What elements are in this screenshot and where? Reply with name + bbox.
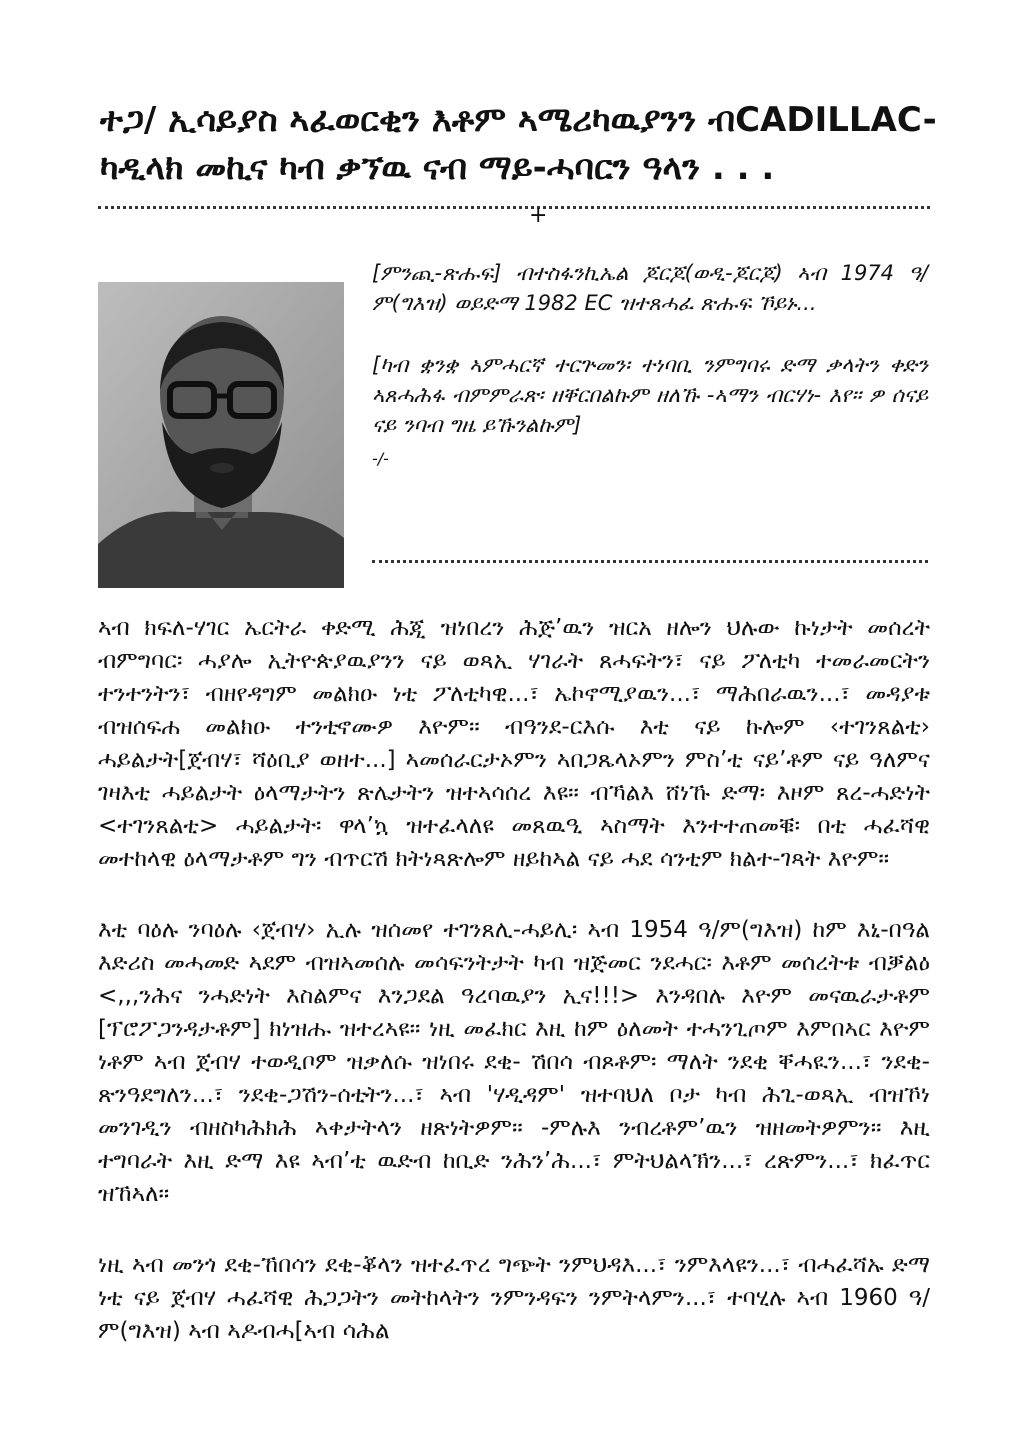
intro-sign: -/- xyxy=(372,449,389,468)
title-separator xyxy=(98,206,930,209)
article-title xyxy=(100,96,940,192)
translator-note: [ካብ ቋንቋ ኣምሓርኛ ተርጕመን፡ ተነባቢ ንምግባሩ ድማ ቃላትን ቀድን ኣጸሓሕፋ ብምምራጽ፡ ዘቐርበልኩም ዘለኹ -ኣማን ብርሃነ- እየ። ዎ ሰናይ ናይ ንባብ ግዜ ይኹንልኩም] xyxy=(372,353,928,437)
intro-block xyxy=(372,258,928,474)
separator-mark: + xyxy=(529,203,548,228)
paragraph-1: ኣብ ክፍለ-ሃገር ኤርትራ ቀድሚ ሕጂ ዝነበረን ሕጅ’ዉን ዝርአ ዘሎን ህሉው ኩነታት መሰረት ብምግባር፡ ሓያሎ ኢትዮጵያዉያንን ናይ ወጻኢ ሃገራት ጸሓፍትን፣ ናይ ፖለቲካ ተመራመርትን ተንተንትን፣ ብዘየዳግም መልክዑ ነቲ ፖለቲካዊ...፣ ኤኮኖሚያዉን...፣ ማሕበራዉን...፣ መዳያቱ ብዝሰፍሐ መልክዑ ተንቲኖሙዎ እዮም። ብዓንደ-ርእሱ እቲ ናይ ኩሎም ‹ተገንጸልቲ› ሓይልታት[ጀብሃ፣ ሻዕቢያ ወዘተ...] ኣመሰራርታኦምን ኣበጋጼላኦምን ምስ’ቲ ናይ’ቶም ናይ ዓለምና ገዛእቲ ሓይልታት ዕላማታትን ጽሌታትን ዝተኣሳሰረ እዩ። ብኻልእ ሸነኹ ድማ፡ እዞም ጸረ-ሓድነት <ተገንጸልቲ> ሓይልታት፡ ዋላ’ኳ ዝተፈላለዩ መጸዉዒ ኣስማት እንተተጠመቑ፡ በቲ ሓፈሻዊ መተከላዊ ዕላማታቶም ግን ብጥርሽ ክትነጻጽሎም ዘይከኣል ናይ ሓደ ሳንቲም ክልተ-ገጻት እዮም። xyxy=(98,615,930,872)
paragraph-3: ነዚ ኣብ መንጎ ደቂ-ኸበሳን ደቂ-ቖላን ዝተፈጥረ ግጭት ንምህዳእ...፣ ንምእላዩን...፣ ብሓፈሻኡ ድማ ነቲ ናይ ጀብሃ ሓፈሻዊ ሕጋጋትን መትከላትን ንምንዳፍን ንምትላምን...፣ ተባሂሉ ኣብ 1960 ዓ/ም(ግእዝ) ኣብ ኣዶብሓ[ኣብ ሳሕል xyxy=(98,1252,930,1344)
article-body xyxy=(98,612,930,1386)
paragraph-2: እቲ ባዕሉ ንባዕሉ ‹ጀብሃ› ኢሉ ዝሰመየ ተገንጸሊ-ሓይሊ፡ ኣብ 1954 ዓ/ም(ግእዝ) ከም እኒ-በዓል እድሪስ መሓመድ ኣደም ብዝኣመሰሉ መሳፍንትታት ካብ ዝጅመር ንደሓር፡ እቶም መሰረትቱ ብቓልዕ <,,,ንሕና ንሓድነት እስልምና እንጋደል ዓረባዉያን ኢና!!!> እንዳበሉ እዮም መናዉራታቶም [ፕሮፖጋንዳታቶም] ክነዝሑ ዝተረኣዩ። ነዚ መፈክር እዚ ከም ዕለመት ተሓንጊጦም እምበኣር እዮም ነቶም ኣብ ጀብሃ ተወዲቦም ዝቃለሱ ዝነበሩ ደቂ- ሽበሳ ብጾቶም፡ ማለት ንደቂ ቐሓዪን...፣ ንደቂ-ጽንዓደግለን...፣ ንደቂ-ጋሽን-ሰቲትን...፣ ኣብ 'ሃዲዳም' ዝተባህለ ቦታ ካብ ሕጊ-ወጻኢ ብዝኾነ መንገዲን ብዘስካሕክሕ ኣቀታትላን ዘጽነትዎም። -ምሉእ ንብረቶም’ዉን ዝዘመትዎምን። እዚ ተግባራት እዚ ድማ እዩ ኣብ’ቲ ዉድብ ከቢድ ንሕን’ሕ...፣ ምትህልላኽን...፣ ረጽምን...፣ ክፈጥር ዝኸኣለ። xyxy=(98,917,930,1207)
intro-separator xyxy=(372,560,928,563)
title-line-1: ተጋ/ ኢሳይያስ ኣፈወርቂን እቶም ኣሜሪካዉያንን ብCADILLAC- xyxy=(100,100,937,140)
intro-source: [ምንጪ-ጽሑፍ] ብተስፋንኪኤል ጆርጆ(ወዲ-ጆርጆ) ኣብ 1974 ዓ/ም(ግእዝ) ወይድማ 1982 EC ዝተጸሓፈ ጽሑፍ ኾይኑ... xyxy=(372,261,928,315)
title-line-2: ካዲላክ መኪና ካብ ቃኘዉ ናብ ማይ-ሓባርን ዓላን . . . xyxy=(100,148,775,188)
author-photo xyxy=(98,282,344,588)
